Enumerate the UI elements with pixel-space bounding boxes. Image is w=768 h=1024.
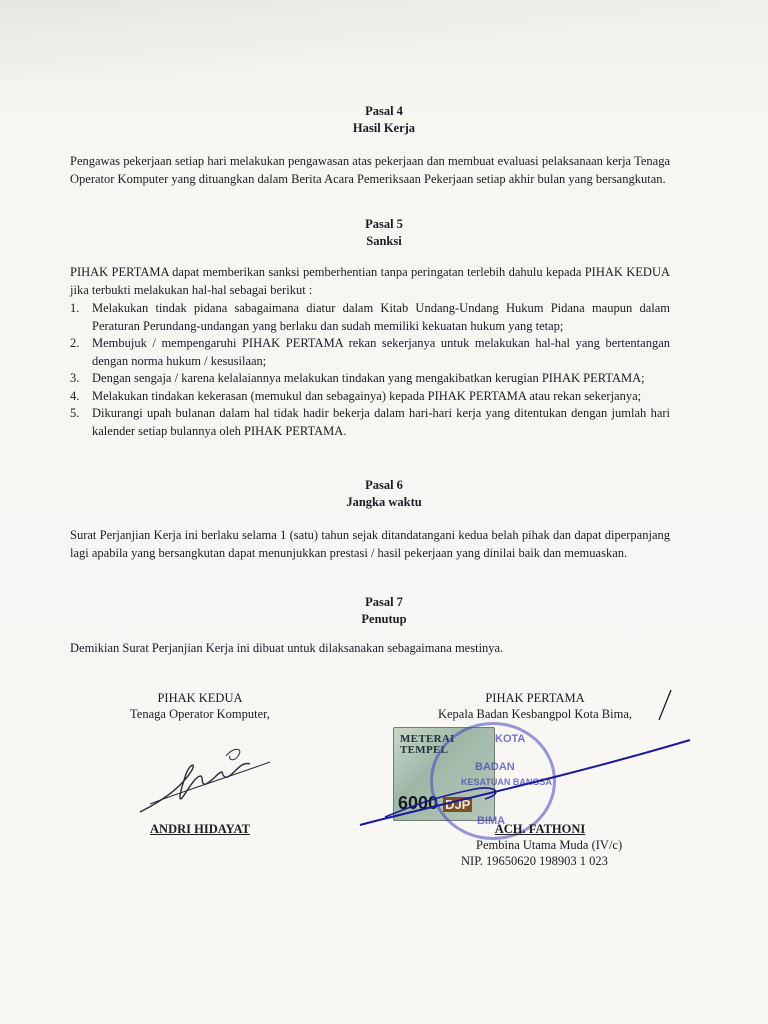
pasal7-title: Penutup <box>361 612 407 626</box>
pasal5-title: Sanksi <box>366 234 402 248</box>
right-signer-name: ACH. FATHONI <box>494 822 586 836</box>
right-signer-nip: NIP. 19650620 198903 1 023 <box>461 854 608 868</box>
pasal7-number: Pasal 7 <box>365 595 403 609</box>
list-item: 3. Dengan sengaja / karena kelalaiannya melakukan tindakan yang mengakibatkan kerugian PIHAK PERTAMA; <box>70 371 645 385</box>
paper-crease <box>0 0 768 80</box>
pasal4-text: Pengawas pekerjaan setiap hari melakukan pengawasan atas pekerjaan dan membuat evaluasi pelaksanaan kerja Tenaga Operator Komputer yang dituangkan dalam Berita Acara Pemeriksaan Pekerjaan setiap akhir bulan yang bersangkutan. <box>70 154 670 186</box>
pasal6-title: Jangka waktu <box>346 495 422 509</box>
pasal6-number: Pasal 6 <box>365 478 403 492</box>
list-item: 1. Melakukan tindak pidana sabagaimana diatur dalam Kitab Undang-Undang Hukum Pidana maupun dalam Peraturan Perundang-undangan yang berlaku dan sudah memiliki kekuatan hukum yang tetap; <box>70 301 670 333</box>
right-signer-rank: Pembina Utama Muda (IV/c) <box>476 838 623 852</box>
stamp-title: METERAI TEMPEL <box>400 733 455 756</box>
left-party: PIHAK KEDUA <box>157 691 243 705</box>
list-item: 5. Dikurangi upah bulanan dalam hal tidak hadir bekerja dalam hari-hari kerja yang ditentukan dengan jumlah hari kalender setiap bulannya oleh PIHAK PERTAMA. <box>70 406 670 438</box>
slash-mark <box>655 688 675 722</box>
pasal7-heading <box>0 594 768 628</box>
pasal5-intro: PIHAK PERTAMA dapat memberikan sanksi pemberhentian tanpa peringatan terlebih dahulu kepada PIHAK KEDUA jika terbukti melakukan hal-hal sebagai berikut : <box>70 265 670 297</box>
official-seal: KOTA BADAN KESATUAN BANGSA BIMA <box>430 722 556 840</box>
pasal4-heading <box>0 103 768 137</box>
signature-block-left <box>105 690 295 722</box>
pasal4-number: Pasal 4 <box>365 104 403 118</box>
right-role: Kepala Badan Kesbangpol Kota Bima, <box>437 707 633 721</box>
list-item: 4. Melakukan tindakan kekerasan (memukul dan sebagainya) kepada PIHAK PERTAMA atau rekan sekerjanya; <box>70 388 642 403</box>
sanction-list <box>70 300 670 440</box>
pasal5-number: Pasal 5 <box>365 217 403 231</box>
left-signer-name: ANDRI HIDAYAT <box>150 822 250 836</box>
right-party: PIHAK PERTAMA <box>485 691 585 705</box>
pasal5-heading <box>0 216 768 250</box>
pasal4-title: Hasil Kerja <box>352 121 416 135</box>
list-item: 2. Membujuk / mempengaruhi PIHAK PERTAMA rekan sekerjanya untuk melakukan hal-hal yang bertentangan dengan norma hukum / kesusilaan; <box>70 336 670 368</box>
left-signature-scribble <box>130 742 280 822</box>
pasal6-text: Surat Perjanjian Kerja ini berlaku selama 1 (satu) tahun sejak ditandatangani kedua belah pihak dan dapat diperpanjang lagi apabila yang bersangkutan dapat menunjukkan prestasi / hasil pekerjaan yang dinilai baik dan memuaskan. <box>70 528 670 560</box>
pasal6-heading <box>0 477 768 511</box>
left-role: Tenaga Operator Komputer, <box>130 707 270 721</box>
right-signature-scribble <box>355 735 695 835</box>
pasal7-text: Demikian Surat Perjanjian Kerja ini dibuat untuk dilaksanakan sebagaimana mestinya. <box>70 641 504 655</box>
stamp-value: 6000 DJP <box>398 793 471 813</box>
signature-block-right <box>430 690 640 722</box>
